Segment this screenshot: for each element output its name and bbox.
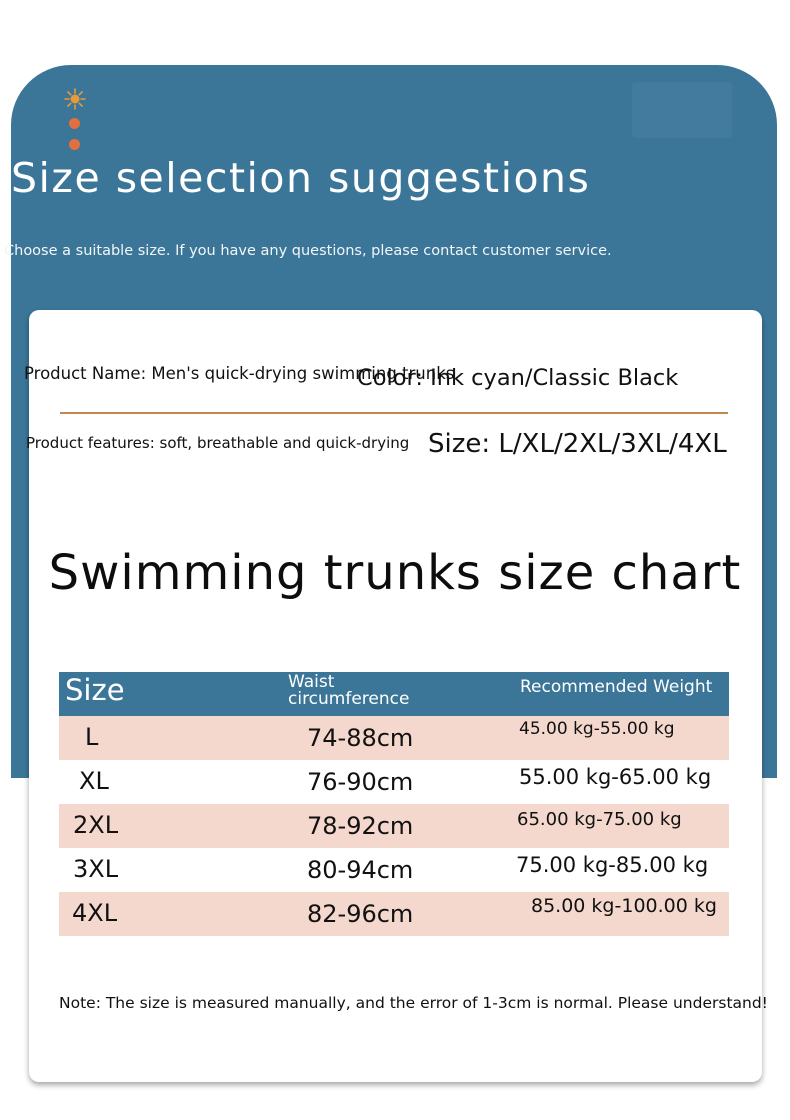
table-row [59,892,729,936]
table-row [59,848,729,892]
table-row [59,760,729,804]
cell-waist: 74-88cm [307,724,414,752]
cell-waist: 78-92cm [307,812,414,840]
sun-icon [64,88,86,110]
cell-size: 2XL [73,811,119,839]
cell-size: 3XL [73,855,119,883]
cell-size: 4XL [72,899,118,927]
cell-weight: 45.00 kg-55.00 kg [519,719,675,739]
cell-waist: 80-94cm [307,856,414,884]
page-title: Size selection suggestions [11,154,591,202]
table-row [59,716,729,760]
product-features: Product features: soft, breathable and quick-drying [26,434,410,452]
cell-weight: 75.00 kg-85.00 kg [516,853,709,877]
dot-icon [69,118,80,129]
table-header [59,672,729,716]
page-subtitle: Choose a suitable size. If you have any questions, please contact customer service. [4,243,612,259]
chart-title: Swimming trunks size chart [48,545,742,601]
column-header-size: Size [65,673,125,707]
size-table [59,672,729,936]
measurement-note: Note: The size is measured manually, and the error of 1-3cm is normal. Please understand! [59,994,768,1012]
dot-icon [69,139,80,150]
cell-size: XL [79,767,109,795]
divider [60,412,728,414]
cell-weight: 65.00 kg-75.00 kg [517,809,682,830]
product-sizes: Size: L/XL/2XL/3XL/4XL [428,429,727,459]
product-color: Color: Ink cyan/Classic Black [357,365,679,391]
column-header-weight: Recommended Weight [520,677,713,697]
column-header-waist: Waist circumference [288,672,410,709]
table-row [59,804,729,848]
product-name: Product Name: Men's quick-drying swimming trunks [24,364,455,383]
cell-waist: 82-96cm [307,900,414,928]
cell-weight: 55.00 kg-65.00 kg [519,765,712,789]
cell-weight: 85.00 kg-100.00 kg [531,895,717,917]
cell-waist: 76-90cm [307,768,414,796]
cell-size: L [85,723,99,751]
decorative-logo-mark [632,82,732,138]
